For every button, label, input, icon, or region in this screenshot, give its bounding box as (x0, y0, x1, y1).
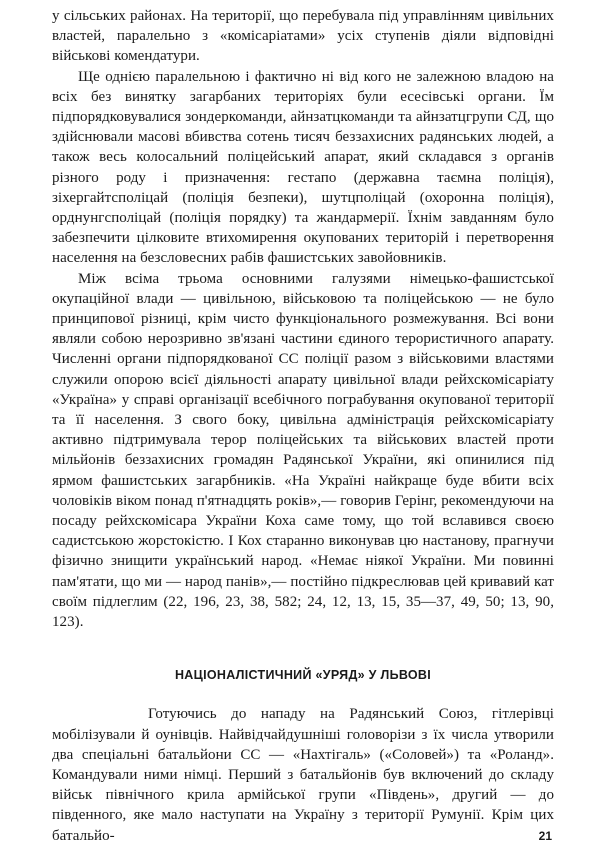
page-number: 21 (538, 829, 552, 843)
paragraph-2: Ще однією паралельною і фактично ні від кого не залежною владою на всіх без винятку загарбаних територіях були есесівські органи. Їм підпорядковувалися зондеркоманди, айнзатцкоманди та айнзатцгрупи СД, що здійснювали масові вбивства сотень тисяч беззахисних радянських людей, а також весь колосальний поліцейський апарат, який складався з органів різного роду і призначення: гестапо (державна таємна поліція), зіхергайтсполіцай (поліція безпеки), шутцполіцай (охоронна поліція), орднунгсполіцай (поліція порядку) та жандармерії. Їхнім завданням було забезпечити цілковите втихомирення окупованих територій і перетворення населення на безсловесних рабів фашистських завойовників. (52, 68, 554, 267)
section-heading: НАЦІОНАЛІСТИЧНИЙ «УРЯД» У ЛЬВОВІ (174, 668, 432, 683)
paragraph-4: Готуючись до нападу на Радянський Союз, гітлерівці мобілізували й оунівців. Найвідчайдушніші головорізи з їх числа утворили два спеціальні батальйони СС — «Нахтігаль» («Соловей») та «Роланд». Командували ними німці. Перший з батальйонів був включений до складу військ північного крила армійської групи «Південь», другий — до південного, яке мало наступати на Україну з території Румунії. Крім цих батальйо- (52, 706, 554, 844)
paragraph-3: Між всіма трьома основними галузями німецько-фашистської окупаційної влади — цивільною, військовою та поліцейською — не було принципової різниці, крім чисто функціонального розмежування. Всі вони являли собою нерозривно зв'язані частини єдиного терористичного апарату. Численні органи підпорядкованої СС поліції разом з військовими властями служили опорою всієї діяльності апарату цивільної влади рейхскомісаріату «Україна» у справі організації всебічного пограбування окупованої території та її населення. З свого боку, цивільна адміністрація рейхскомісаріату активно підтримувала терор поліцейських та військових властей проти мільйонів беззахисних громадян Радянської України, які опинилися під ярмом фашистських загарбників. «На Україні найкраще буде вбити всіх чоловіків віком понад п'ятнадцять років»,— говорив Герінг, рекомендуючи на посаду рейхскомісара України Коха саме тому, що той вславився своєю садистською жорстокістю. І Кох старанно виконував цю настанову, прагнучи фізично знищити український народ. «Немає ніякої України. Ми повинні пам'ятати, що ми — народ панів»,— постійно підкреслював цей кривавий кат своїм підлеглим (22, 196, 23, 38, 582; 24, 12, 13, 15, 35—37, 49, 50; 13, 90, 123). (52, 270, 554, 631)
paragraph-1: у сільських районах. На території, що перебувала під управлінням цивільних властей, паралельно з «комісаріатами» усіх ступенів діяли відповідні військові комендатури. (52, 8, 554, 65)
page-body (52, 6, 554, 846)
